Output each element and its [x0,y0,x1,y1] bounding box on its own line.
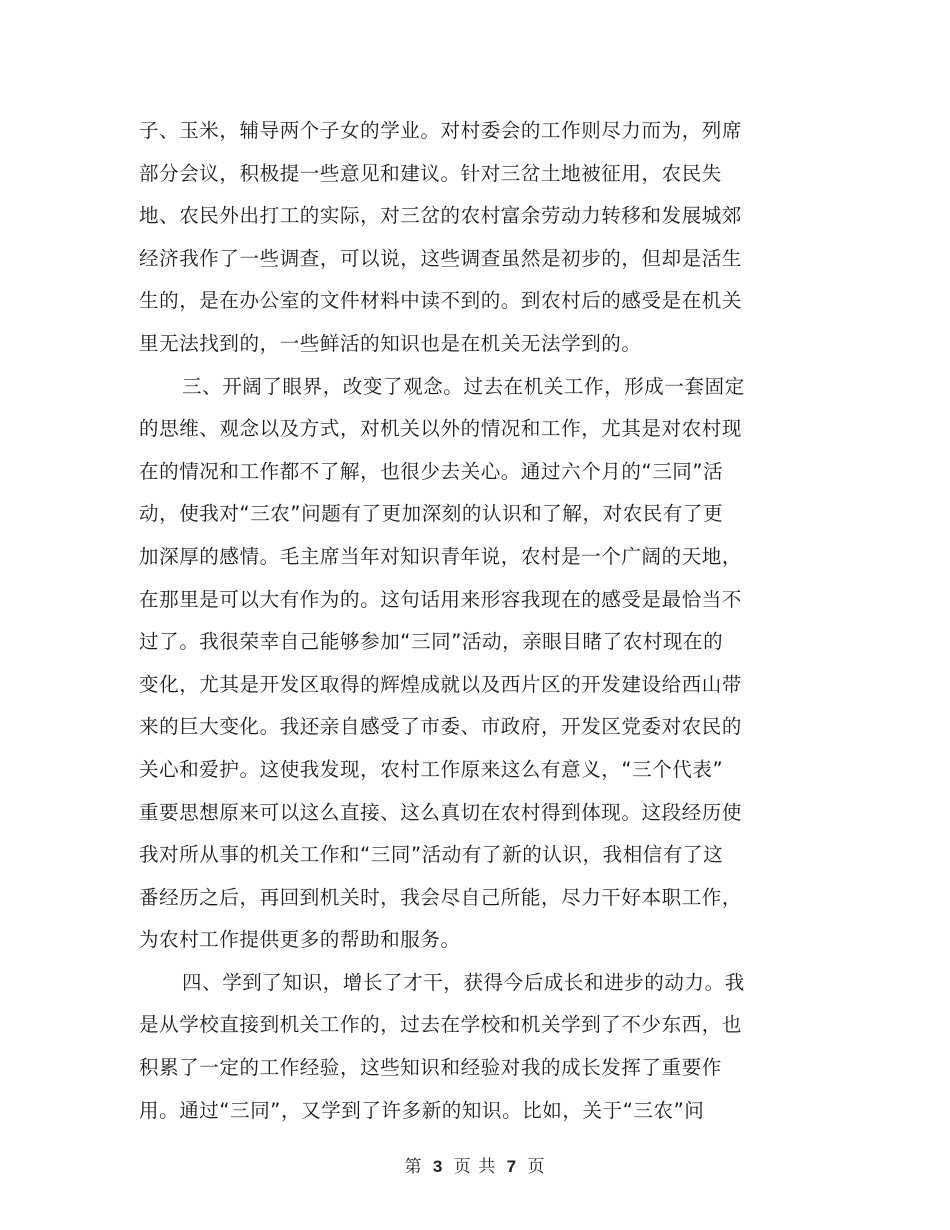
text-line: 子、玉米，辅导两个子女的学业。对村委会的工作则尽力而为，列席 [139,119,743,142]
document-body [139,110,759,1132]
footer-prefix: 第 [404,1157,423,1177]
text-line: 为农村工作提供更多的帮助和服务。 [139,928,461,952]
text-line: 变化，尤其是开发区取得的辉煌成就以及西片区的开发建设给西山带 [139,672,743,696]
text-line: 动，使我对“三农”问题有了更加深刻的认识和了解，对农民有了更 [139,502,724,526]
footer-suffix: 页 [527,1157,546,1177]
text-line: 关心和爱护。这使我发现，农村工作原来这么有意义，“三个代表” [139,757,724,781]
text-line: 加深厚的感情。毛主席当年对知识青年说，农村是一个广阔的天地， [139,544,743,568]
text-line: 在的情况和工作都不了解，也很少去关心。通过六个月的“三同”活 [139,459,724,483]
text-line: 我对所从事的机关工作和“三同”活动有了新的认识，我相信有了这 [139,843,724,867]
text-line: 重要思想原来可以这么直接、这么真切在农村得到体现。这段经历使 [139,800,743,824]
text-line: 来的巨大变化。我还亲自感受了市委、市政府，开发区党委对农民的 [139,715,743,739]
text-line: 积累了一定的工作经验，这些知识和经验对我的成长发挥了重要作 [139,1056,722,1080]
text-line: 用。通过“三同”，又学到了许多新的知识。比如，关于“三农”问 [139,1098,705,1122]
text-line: 四、学到了知识，增长了才干，获得今后成长和进步的动力。我 [182,970,745,994]
current-page-number: 3 [432,1157,444,1176]
text-line: 过了。我很荣幸自己能够参加“三同”活动，亲眼目睹了农村现在的 [139,630,724,654]
text-line: 里无法找到的，一些鲜活的知识也是在机关无法学到的。 [139,331,642,355]
text-line: 是从学校直接到机关工作的，过去在学校和机关学到了不少东西，也 [139,1013,743,1037]
text-line: 地、农民外出打工的实际，对三岔的农村富余劳动力转移和发展城郊 [139,204,743,228]
text-line: 在那里是可以大有作为的。这句话用来形容我现在的感受是最恰当不 [139,587,743,611]
text-line: 生的，是在办公室的文件材料中读不到的。到农村后的感受是在机关 [139,289,743,313]
text-line: 的思维、观念以及方式，对机关以外的情况和工作，尤其是对农村现 [139,417,743,441]
text-line: 部分会议，积极提一些意见和建议。针对三岔土地被征用，农民失 [139,161,722,185]
total-pages-number: 7 [506,1157,518,1176]
text-line: 番经历之后，再回到机关时，我会尽自己所能，尽力干好本职工作， [139,885,743,909]
footer-middle: 页 共 [453,1157,497,1177]
text-line: 三、开阔了眼界，改变了观念。过去在机关工作，形成一套固定 [182,374,745,398]
page-footer [0,1152,950,1177]
text-line: 经济我作了一些调查，可以说，这些调查虽然是初步的，但却是活生 [139,246,743,270]
